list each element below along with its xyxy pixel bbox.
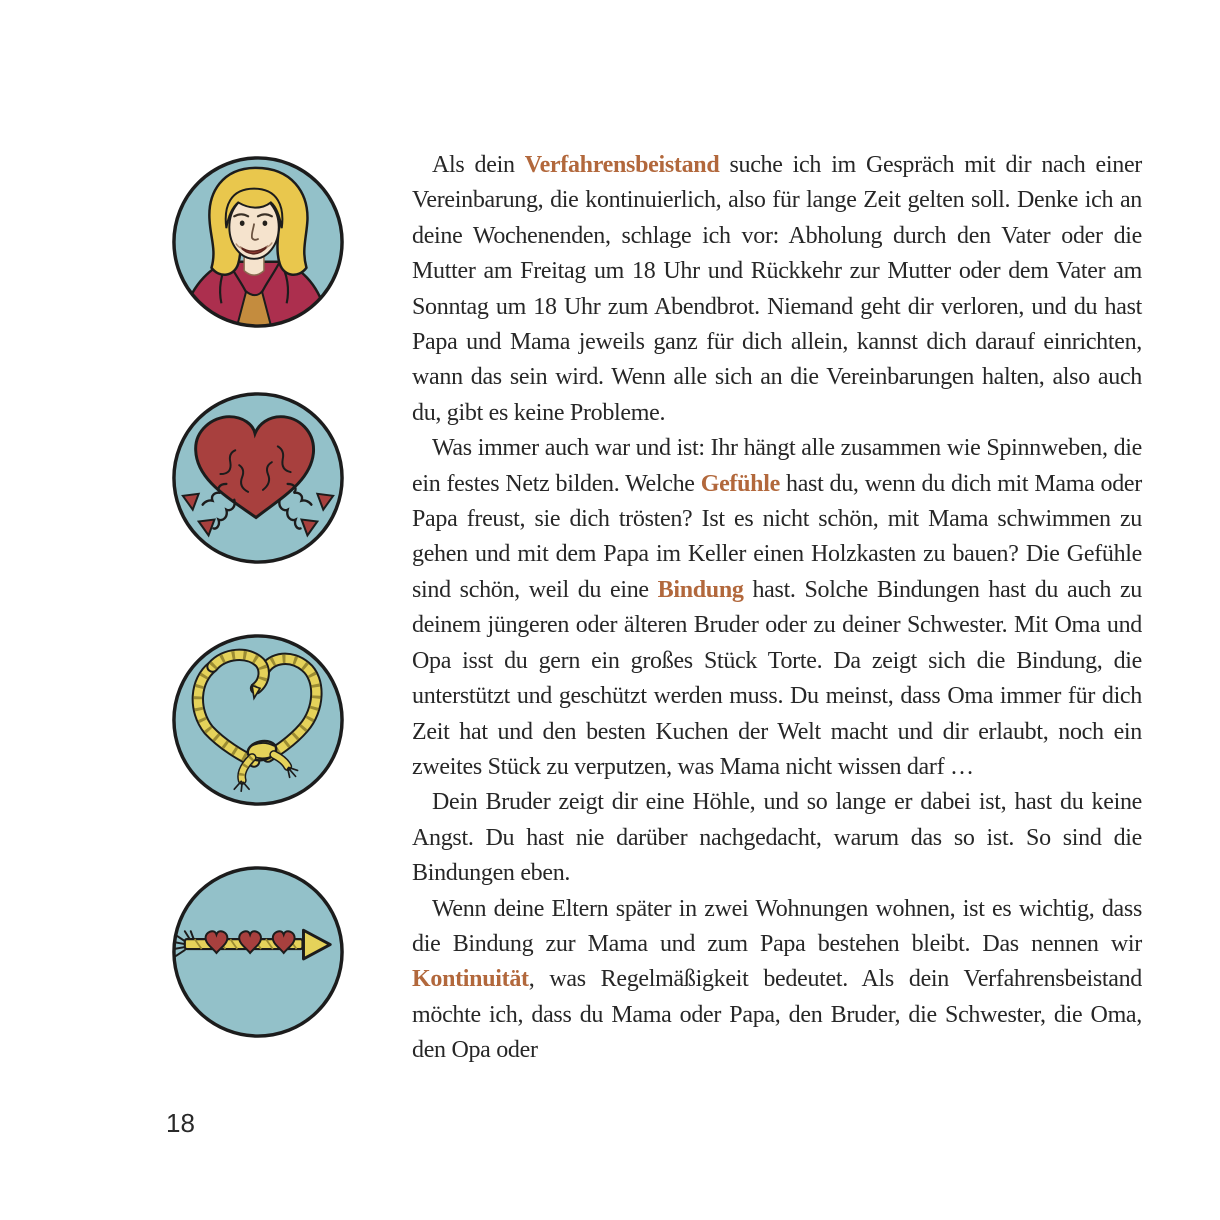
page-number: 18 — [166, 1108, 195, 1138]
key-term: Bindung — [657, 576, 744, 603]
key-term: Kontinuität — [412, 966, 529, 993]
illustration-continuity — [169, 863, 347, 1041]
text-run: Als dein — [432, 152, 525, 178]
body-text — [412, 148, 1142, 1069]
paragraph — [412, 785, 1142, 891]
illustration-counselor — [169, 153, 347, 331]
illustration-feelings — [169, 389, 347, 567]
text-run: hast. Solche Bindungen hast du auch zu deinem jüngeren oder älteren Bruder oder zu deiner Schwester. Mit Oma und Opa isst du gern ein großes Stück Torte. Da zeigt sich die Bindung, die unterstützt und geschützt werden muss. Du meinst, dass Oma immer für dich Zeit hat und den besten Kuchen der Welt macht und dir erlaubt, noch ein zweites Stück zu verputzen, was Mama nicht wissen darf … — [412, 576, 1143, 780]
text-run: , was Regelmäßigkeit bedeutet. Als dein Verfahrensbeistand möchte ich, dass du Mama oder Papa, den Bruder, die Schwester, die Oma, den Opa oder — [412, 966, 1142, 1064]
text-run: hast du, wenn du dich mit Mama oder Papa freust, sie dich trösten? Ist es nicht schön, mit Mama schwimmen zu gehen und mit dem Papa im Keller einen Holzkasten zu bauen? Die Gefühle sind schön, weil du eine — [412, 470, 1142, 603]
paragraph — [412, 892, 1142, 1069]
text-run: Dein Bruder zeigt dir eine Höhle, und so lange er dabei ist, hast du keine Angst. Du hast nie darüber nachgedacht, warum das so ist. So sind die Bindungen eben. — [412, 789, 1142, 887]
paragraph — [412, 148, 1142, 431]
arrow-with-hearts-icon — [169, 863, 347, 1041]
text-run: Wenn deine Eltern später in zwei Wohnungen wohnen, ist es wichtig, dass die Bindung zur Mama und zum Papa bestehen bleibt. Das nennen wir — [412, 895, 1142, 957]
counselor-woman-icon — [169, 153, 347, 331]
illustration-bond — [169, 631, 347, 809]
heart-with-arrows-icon — [169, 389, 347, 567]
text-run: suche ich im Gespräch mit dir nach einer Vereinbarung, die kontinuierlich, also für lange Zeit gelten soll. Denke ich an deine Wochenenden, schlage ich vor: Abholung durch den Vater oder die Mutter am Freitag um 18 Uhr und Rückkehr zur Mutter oder dem Vater am Sonntag um 18 Uhr zum Abendbrot. Niemand geht dir verloren, und du hast Papa und Mama jeweils ganz für dich allein, kannst dich darauf einrichten, wann das sein wird. Wenn alle sich an die Vereinbarungen halten, also auch du, gibt es keine Probleme. — [412, 152, 1142, 426]
key-term: Gefühle — [700, 470, 780, 497]
text-run: Was immer auch war und ist: Ihr hängt alle zusammen wie Spinnweben, die ein festes Netz bilden. Welche — [412, 435, 1142, 497]
paragraph — [412, 431, 1142, 785]
key-term: Verfahrensbeistand — [524, 152, 720, 178]
rope-heart-icon — [169, 631, 347, 809]
